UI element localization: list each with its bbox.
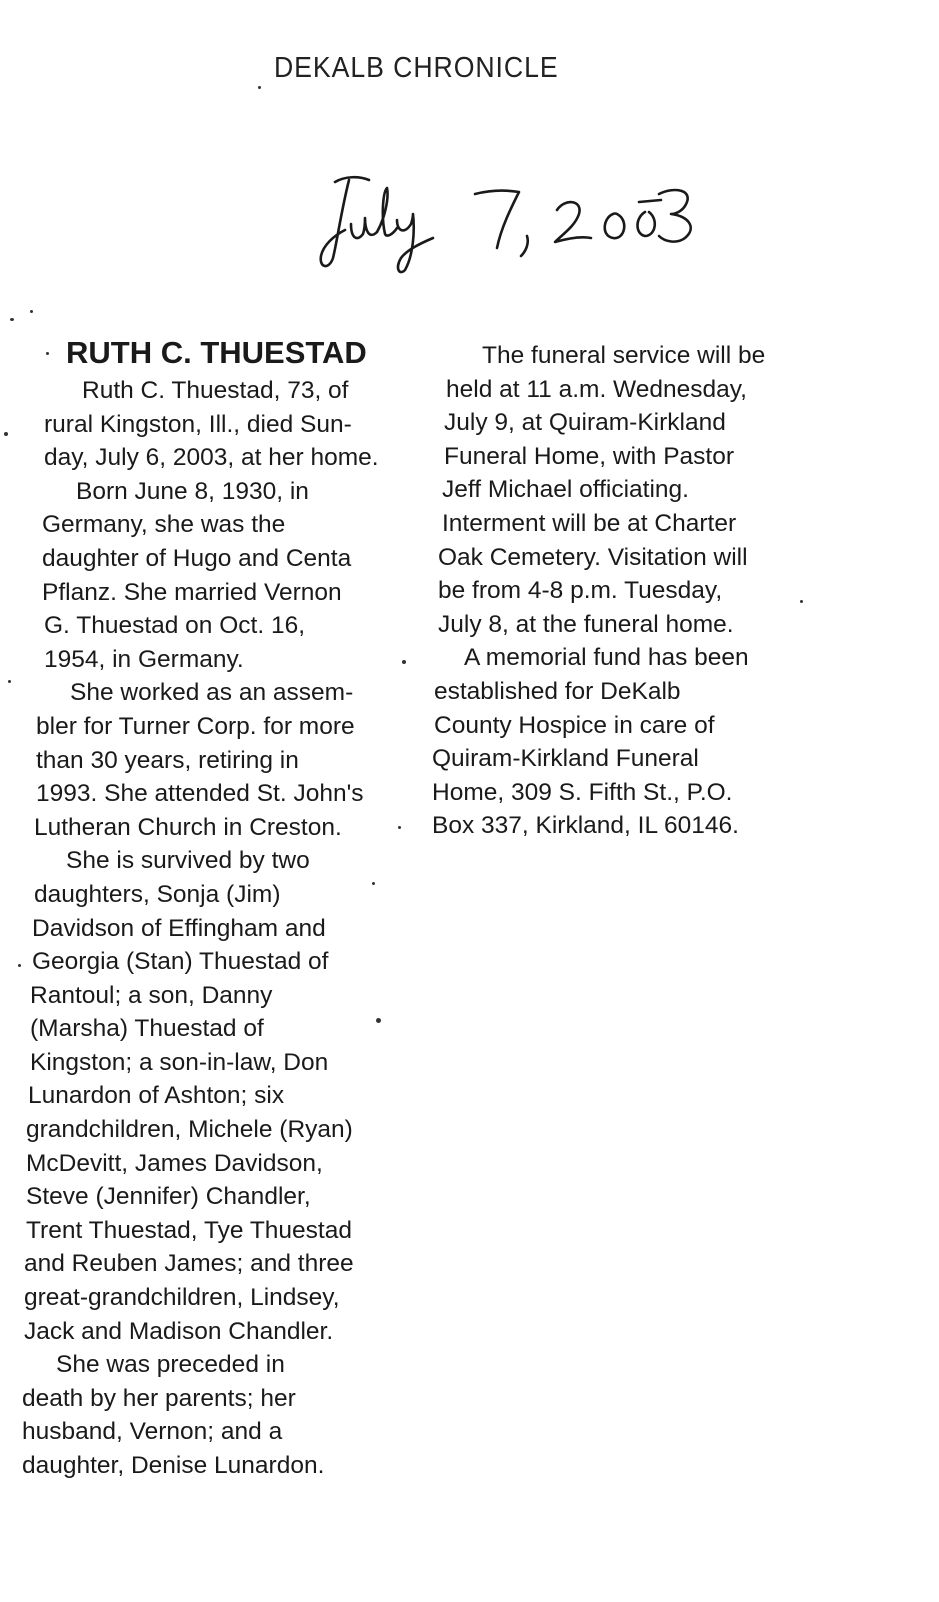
- obituary-text-line: July 8, at the funeral home.: [438, 610, 734, 638]
- obituary-text-line: bler for Turner Corp. for more: [36, 712, 355, 740]
- obituary-text-line: The funeral service will be: [482, 342, 766, 369]
- obituary-text-line: Home, 309 S. Fifth St., P.O.: [432, 778, 733, 806]
- handwritten-date-annotation: [315, 172, 705, 277]
- obituary-text-line: (Marsha) Thuestad of: [30, 1015, 264, 1043]
- obituary-text-line: daughters, Sonja (Jim): [34, 880, 281, 908]
- obituary-text-line: A memorial fund has been: [464, 644, 749, 672]
- obituary-text-line: She is survived by two: [66, 847, 310, 875]
- obituary-headline: RUTH C. THUESTAD: [66, 335, 367, 370]
- obituary-text-line: Funeral Home, with Pastor: [444, 442, 735, 470]
- obituary-text-line: Oak Cemetery. Visitation will: [438, 543, 748, 571]
- obituary-text-line: July 9, at Quiram-Kirkland: [444, 409, 726, 437]
- obituary-text-line: She worked as an assem-: [70, 679, 354, 707]
- obituary-text-line: Lutheran Church in Creston.: [34, 813, 342, 841]
- obituary-text-line: husband, Vernon; and a: [22, 1418, 283, 1446]
- scan-speck: [30, 310, 33, 313]
- obituary-text-line: Kingston; a son-in-law, Don: [30, 1048, 329, 1076]
- obituary-text-line: County Hospice in care of: [434, 711, 715, 739]
- obituary-text-line: Steve (Jennifer) Chandler,: [26, 1183, 311, 1211]
- obituary-text-line: Box 337, Kirkland, IL 60146.: [432, 812, 739, 840]
- masthead: DEKALB CHRONICLE: [274, 52, 559, 84]
- obituary-text-line: great-grandchildren, Lindsey,: [24, 1284, 340, 1312]
- obituary-text-line: McDevitt, James Davidson,: [26, 1149, 323, 1177]
- obituary-text-line: than 30 years, retiring in: [36, 746, 299, 774]
- obituary-text-line: Jack and Madison Chandler.: [24, 1317, 334, 1345]
- scan-speck: [4, 432, 8, 436]
- obituary-text-line: daughter of Hugo and Centa: [42, 544, 352, 572]
- obituary-text-line: grandchildren, Michele (Ryan): [26, 1116, 353, 1144]
- obituary-text-line: and Reuben James; and three: [24, 1250, 354, 1278]
- obituary-text-line: rural Kingston, Ill., died Sun-: [44, 410, 352, 438]
- obituary-text-line: Lunardon of Ashton; six: [28, 1082, 285, 1110]
- obituary-text-line: 1954, in Germany.: [44, 645, 244, 673]
- obituary-text-line: Born June 8, 1930, in: [76, 477, 309, 505]
- obituary-text-line: Rantoul; a son, Danny: [30, 981, 273, 1009]
- scan-speck: [10, 318, 14, 321]
- scan-speck: [800, 600, 803, 603]
- obituary-text-line: Georgia (Stan) Thuestad of: [32, 948, 329, 976]
- scan-speck: [8, 680, 11, 683]
- scan-speck: [258, 86, 261, 89]
- obituary-text-line: Jeff Michael officiating.: [442, 476, 689, 504]
- obituary-text-line: be from 4-8 p.m. Tuesday,: [438, 577, 723, 605]
- scan-speck: [376, 1018, 381, 1023]
- obituary-text-line: daughter, Denise Lunardon.: [22, 1452, 325, 1479]
- obituary-text-line: Davidson of Effingham and: [32, 914, 326, 942]
- obituary-text-line: Quiram-Kirkland Funeral: [432, 745, 699, 773]
- obituary-left-column: [22, 374, 422, 1483]
- obituary-text-line: Interment will be at Charter: [442, 509, 737, 537]
- obituary-text-line: She was preceded in: [56, 1351, 285, 1379]
- scan-speck: [372, 882, 375, 885]
- obituary-right-column: [432, 339, 832, 843]
- obituary-text-line: day, July 6, 2003, at her home.: [44, 444, 379, 472]
- scan-speck: [402, 660, 406, 664]
- obituary-text-line: Germany, she was the: [42, 511, 286, 539]
- obituary-text-line: held at 11 a.m. Wednesday,: [446, 375, 747, 403]
- obituary-text-line: 1993. She attended St. John's: [36, 780, 364, 808]
- obituary-text-line: Ruth C. Thuestad, 73, of: [82, 377, 349, 404]
- obituary-text-line: Trent Thuestad, Tye Thuestad: [26, 1216, 352, 1244]
- obituary-text-line: established for DeKalb: [434, 677, 681, 705]
- scan-speck: [18, 964, 21, 967]
- obituary-text-line: Pflanz. She married Vernon: [42, 578, 342, 606]
- obituary-text-line: death by her parents; her: [22, 1384, 296, 1412]
- obituary-text-line: G. Thuestad on Oct. 16,: [44, 612, 306, 640]
- scan-speck: [398, 826, 401, 829]
- scan-speck: [46, 352, 49, 355]
